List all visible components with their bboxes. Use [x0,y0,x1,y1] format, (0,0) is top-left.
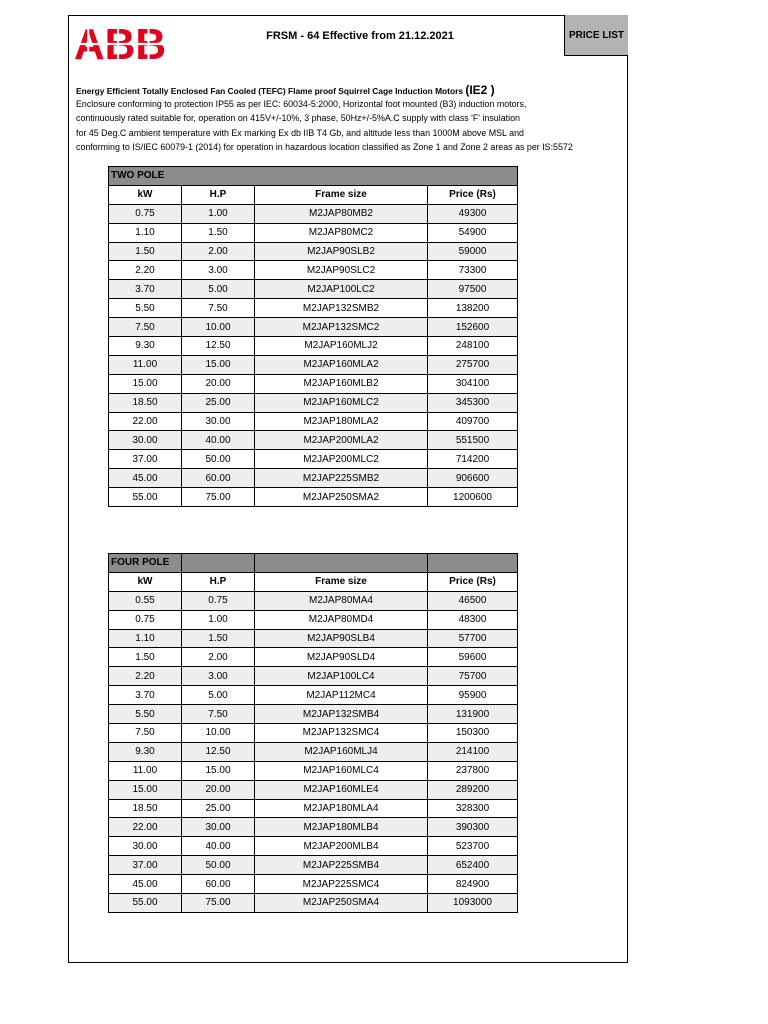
table-cell: 9.30 [109,337,182,356]
heading-efficiency-class: (IE2 ) [465,83,495,97]
svg-text:ABB: ABB [74,26,166,62]
table-cell: 45.00 [109,875,182,894]
table-cell: 2.00 [182,648,255,667]
table-header-row [109,185,518,204]
table-cell: 3.00 [182,667,255,686]
table-cell: 1.10 [109,223,182,242]
table-row [109,875,518,894]
table-cell: 59600 [428,648,518,667]
title-empty-cell [428,554,518,573]
table-row [109,204,518,223]
table-row [109,894,518,913]
title-empty-cell [255,554,428,573]
table-cell: M2JAP225SMB2 [255,469,428,488]
table-cell: 1.50 [109,242,182,261]
table-row [109,469,518,488]
table-cell: 652400 [428,856,518,875]
table-row [109,337,518,356]
column-header: Price (Rs) [428,185,518,204]
table-cell: 0.75 [109,204,182,223]
table-cell: M2JAP132SMB4 [255,705,428,724]
description-line: conforming to IS/IEC 60079-1 (2014) for operation in hazardous location classified as Zone 1 and Zone 2 areas as per IS:5572 [76,142,573,153]
table-row [109,667,518,686]
table-cell: 48300 [428,610,518,629]
table-cell: M2JAP80MC2 [255,223,428,242]
table-cell: M2JAP90SLD4 [255,648,428,667]
table-cell: M2JAP112MC4 [255,686,428,705]
description-line: Enclosure conforming to protection IP55 as per IEC: 60034-5:2000, Horizontal foot mounted (B3) induction motors, [76,99,527,109]
table-cell: M2JAP200MLC2 [255,450,428,469]
table-row [109,818,518,837]
table-cell: 9.30 [109,742,182,761]
table-cell: M2JAP160MLA2 [255,355,428,374]
table-cell: M2JAP160MLE4 [255,780,428,799]
table-cell: M2JAP225SMC4 [255,875,428,894]
table-cell: 1200600 [428,488,518,507]
table-cell: 37.00 [109,856,182,875]
table-row [109,705,518,724]
column-header: kW [109,572,182,591]
table-cell: 20.00 [182,374,255,393]
table-cell: 2.20 [109,261,182,280]
table-cell: 3.70 [109,280,182,299]
table-cell: 5.50 [109,299,182,318]
table-cell: 40.00 [182,431,255,450]
table-cell: 49300 [428,204,518,223]
table-title-row [109,167,518,186]
table-cell: M2JAP250SMA2 [255,488,428,507]
table-cell: 20.00 [182,780,255,799]
table-cell: M2JAP132SMB2 [255,299,428,318]
table-cell: M2JAP180MLA4 [255,799,428,818]
description [76,97,621,155]
table-cell: M2JAP90SLB4 [255,629,428,648]
table-cell: 45.00 [109,469,182,488]
title-empty-cell [182,554,255,573]
table-cell: 15.00 [182,761,255,780]
table-cell: M2JAP160MLC2 [255,393,428,412]
table-row [109,629,518,648]
table-cell: 18.50 [109,393,182,412]
table-cell: 50.00 [182,450,255,469]
abb-logo [74,26,166,62]
table-cell: 30.00 [182,412,255,431]
table-row [109,412,518,431]
table-cell: 5.00 [182,280,255,299]
table-cell: 30.00 [182,818,255,837]
table-cell: 275700 [428,355,518,374]
table-cell: 54900 [428,223,518,242]
table-row [109,450,518,469]
table-title: TWO POLE [109,167,518,186]
table-cell: 523700 [428,837,518,856]
table-row [109,724,518,743]
table-cell: 131900 [428,705,518,724]
table-row [109,610,518,629]
table-cell: 714200 [428,450,518,469]
table-cell: M2JAP180MLB4 [255,818,428,837]
table-cell: 5.50 [109,705,182,724]
table-cell: M2JAP80MA4 [255,591,428,610]
table-cell: 18.50 [109,799,182,818]
table-cell: M2JAP200MLB4 [255,837,428,856]
document-title: FRSM - 64 Effective from 21.12.2021 [266,30,454,42]
table-cell: 237800 [428,761,518,780]
table-cell: 1.50 [182,223,255,242]
table-row [109,856,518,875]
table-header-row [109,572,518,591]
table-row [109,223,518,242]
table-row [109,488,518,507]
table-cell: 37.00 [109,450,182,469]
table-cell: 30.00 [109,837,182,856]
table-cell: M2JAP160MLJ2 [255,337,428,356]
table-cell: 1.00 [182,610,255,629]
table-cell: M2JAP132SMC2 [255,318,428,337]
table-cell: 30.00 [109,431,182,450]
table-cell: 7.50 [109,318,182,337]
table-cell: 50.00 [182,856,255,875]
table-cell: 22.00 [109,412,182,431]
table-cell: 10.00 [182,724,255,743]
price-list-badge: PRICE LIST [564,15,628,56]
two-pole-price-table [108,166,518,507]
table-row [109,780,518,799]
table-row [109,648,518,667]
table-cell: 1093000 [428,894,518,913]
table-cell: M2JAP100LC2 [255,280,428,299]
table-cell: 97500 [428,280,518,299]
column-header: Price (Rs) [428,572,518,591]
table-cell: M2JAP100LC4 [255,667,428,686]
table-cell: 551500 [428,431,518,450]
table-cell: 824900 [428,875,518,894]
section-heading [76,83,495,97]
table-cell: 3.70 [109,686,182,705]
table-cell: 40.00 [182,837,255,856]
table-row [109,242,518,261]
four-pole-price-table [108,553,518,913]
table-cell: M2JAP80MD4 [255,610,428,629]
table-cell: 150300 [428,724,518,743]
table-row [109,591,518,610]
table-cell: 214100 [428,742,518,761]
table-cell: 55.00 [109,488,182,507]
table-cell: M2JAP160MLB2 [255,374,428,393]
table-cell: 57700 [428,629,518,648]
table-title-row [109,554,518,573]
table-cell: 1.50 [182,629,255,648]
table-cell: 2.00 [182,242,255,261]
table-cell: 3.00 [182,261,255,280]
table-title: FOUR POLE [109,554,182,573]
column-header: H.P [182,185,255,204]
table-cell: M2JAP225SMB4 [255,856,428,875]
column-header: kW [109,185,182,204]
table-cell: 0.75 [109,610,182,629]
table-cell: 11.00 [109,761,182,780]
table-cell: 152600 [428,318,518,337]
table-cell: M2JAP132SMC4 [255,724,428,743]
table-row [109,355,518,374]
table-cell: 409700 [428,412,518,431]
table-cell: 73300 [428,261,518,280]
table-cell: M2JAP160MLC4 [255,761,428,780]
table-cell: 10.00 [182,318,255,337]
table-row [109,299,518,318]
table-cell: M2JAP180MLA2 [255,412,428,431]
table-cell: 25.00 [182,799,255,818]
column-header: H.P [182,572,255,591]
column-header: Frame size [255,572,428,591]
table-cell: 7.50 [109,724,182,743]
table-row [109,280,518,299]
table-cell: 15.00 [182,355,255,374]
table-cell: 1.50 [109,648,182,667]
table-cell: 1.10 [109,629,182,648]
table-cell: 304100 [428,374,518,393]
table-row [109,318,518,337]
table-cell: 11.00 [109,355,182,374]
table-row [109,799,518,818]
heading-text: Energy Efficient Totally Enclosed Fan Cooled (TEFC) Flame proof Squirrel Cage Induction Motors [76,86,463,96]
column-header: Frame size [255,185,428,204]
table-cell: 15.00 [109,374,182,393]
table-row [109,374,518,393]
table-cell: 60.00 [182,469,255,488]
table-row [109,837,518,856]
table-cell: 1.00 [182,204,255,223]
table-row [109,686,518,705]
table-cell: 248100 [428,337,518,356]
table-cell: 7.50 [182,705,255,724]
table-cell: 7.50 [182,299,255,318]
table-cell: 12.50 [182,742,255,761]
table-cell: M2JAP90SLC2 [255,261,428,280]
table-cell: 289200 [428,780,518,799]
table-cell: 15.00 [109,780,182,799]
table-cell: 345300 [428,393,518,412]
table-cell: M2JAP80MB2 [255,204,428,223]
table-row [109,761,518,780]
description-line: for 45 Deg.C ambient temperature with Ex marking Ex db IIB T4 Gb, and altitude less than 1000M above MSL and [76,127,524,138]
table-cell: 2.20 [109,667,182,686]
table-cell: 75.00 [182,894,255,913]
table-cell: 906600 [428,469,518,488]
table-row [109,431,518,450]
table-row [109,742,518,761]
table-cell: 5.00 [182,686,255,705]
table-cell: 75.00 [182,488,255,507]
table-cell: 328300 [428,799,518,818]
table-cell: 46500 [428,591,518,610]
table-cell: 60.00 [182,875,255,894]
table-cell: 59000 [428,242,518,261]
table-cell: 12.50 [182,337,255,356]
table-cell: 390300 [428,818,518,837]
table-cell: 25.00 [182,393,255,412]
table-cell: M2JAP250SMA4 [255,894,428,913]
table-cell: 0.75 [182,591,255,610]
table-cell: M2JAP90SLB2 [255,242,428,261]
table-cell: 95900 [428,686,518,705]
table-cell: 138200 [428,299,518,318]
description-line: continuously rated suitable for, operation on 415V+/-10%, 3 phase, 50Hz+/-5%A.C supply with class 'F' insulation [76,113,520,124]
table-cell: M2JAP200MLA2 [255,431,428,450]
table-row [109,261,518,280]
table-cell: 0.55 [109,591,182,610]
table-row [109,393,518,412]
table-cell: 75700 [428,667,518,686]
table-cell: M2JAP160MLJ4 [255,742,428,761]
table-cell: 22.00 [109,818,182,837]
table-cell: 55.00 [109,894,182,913]
